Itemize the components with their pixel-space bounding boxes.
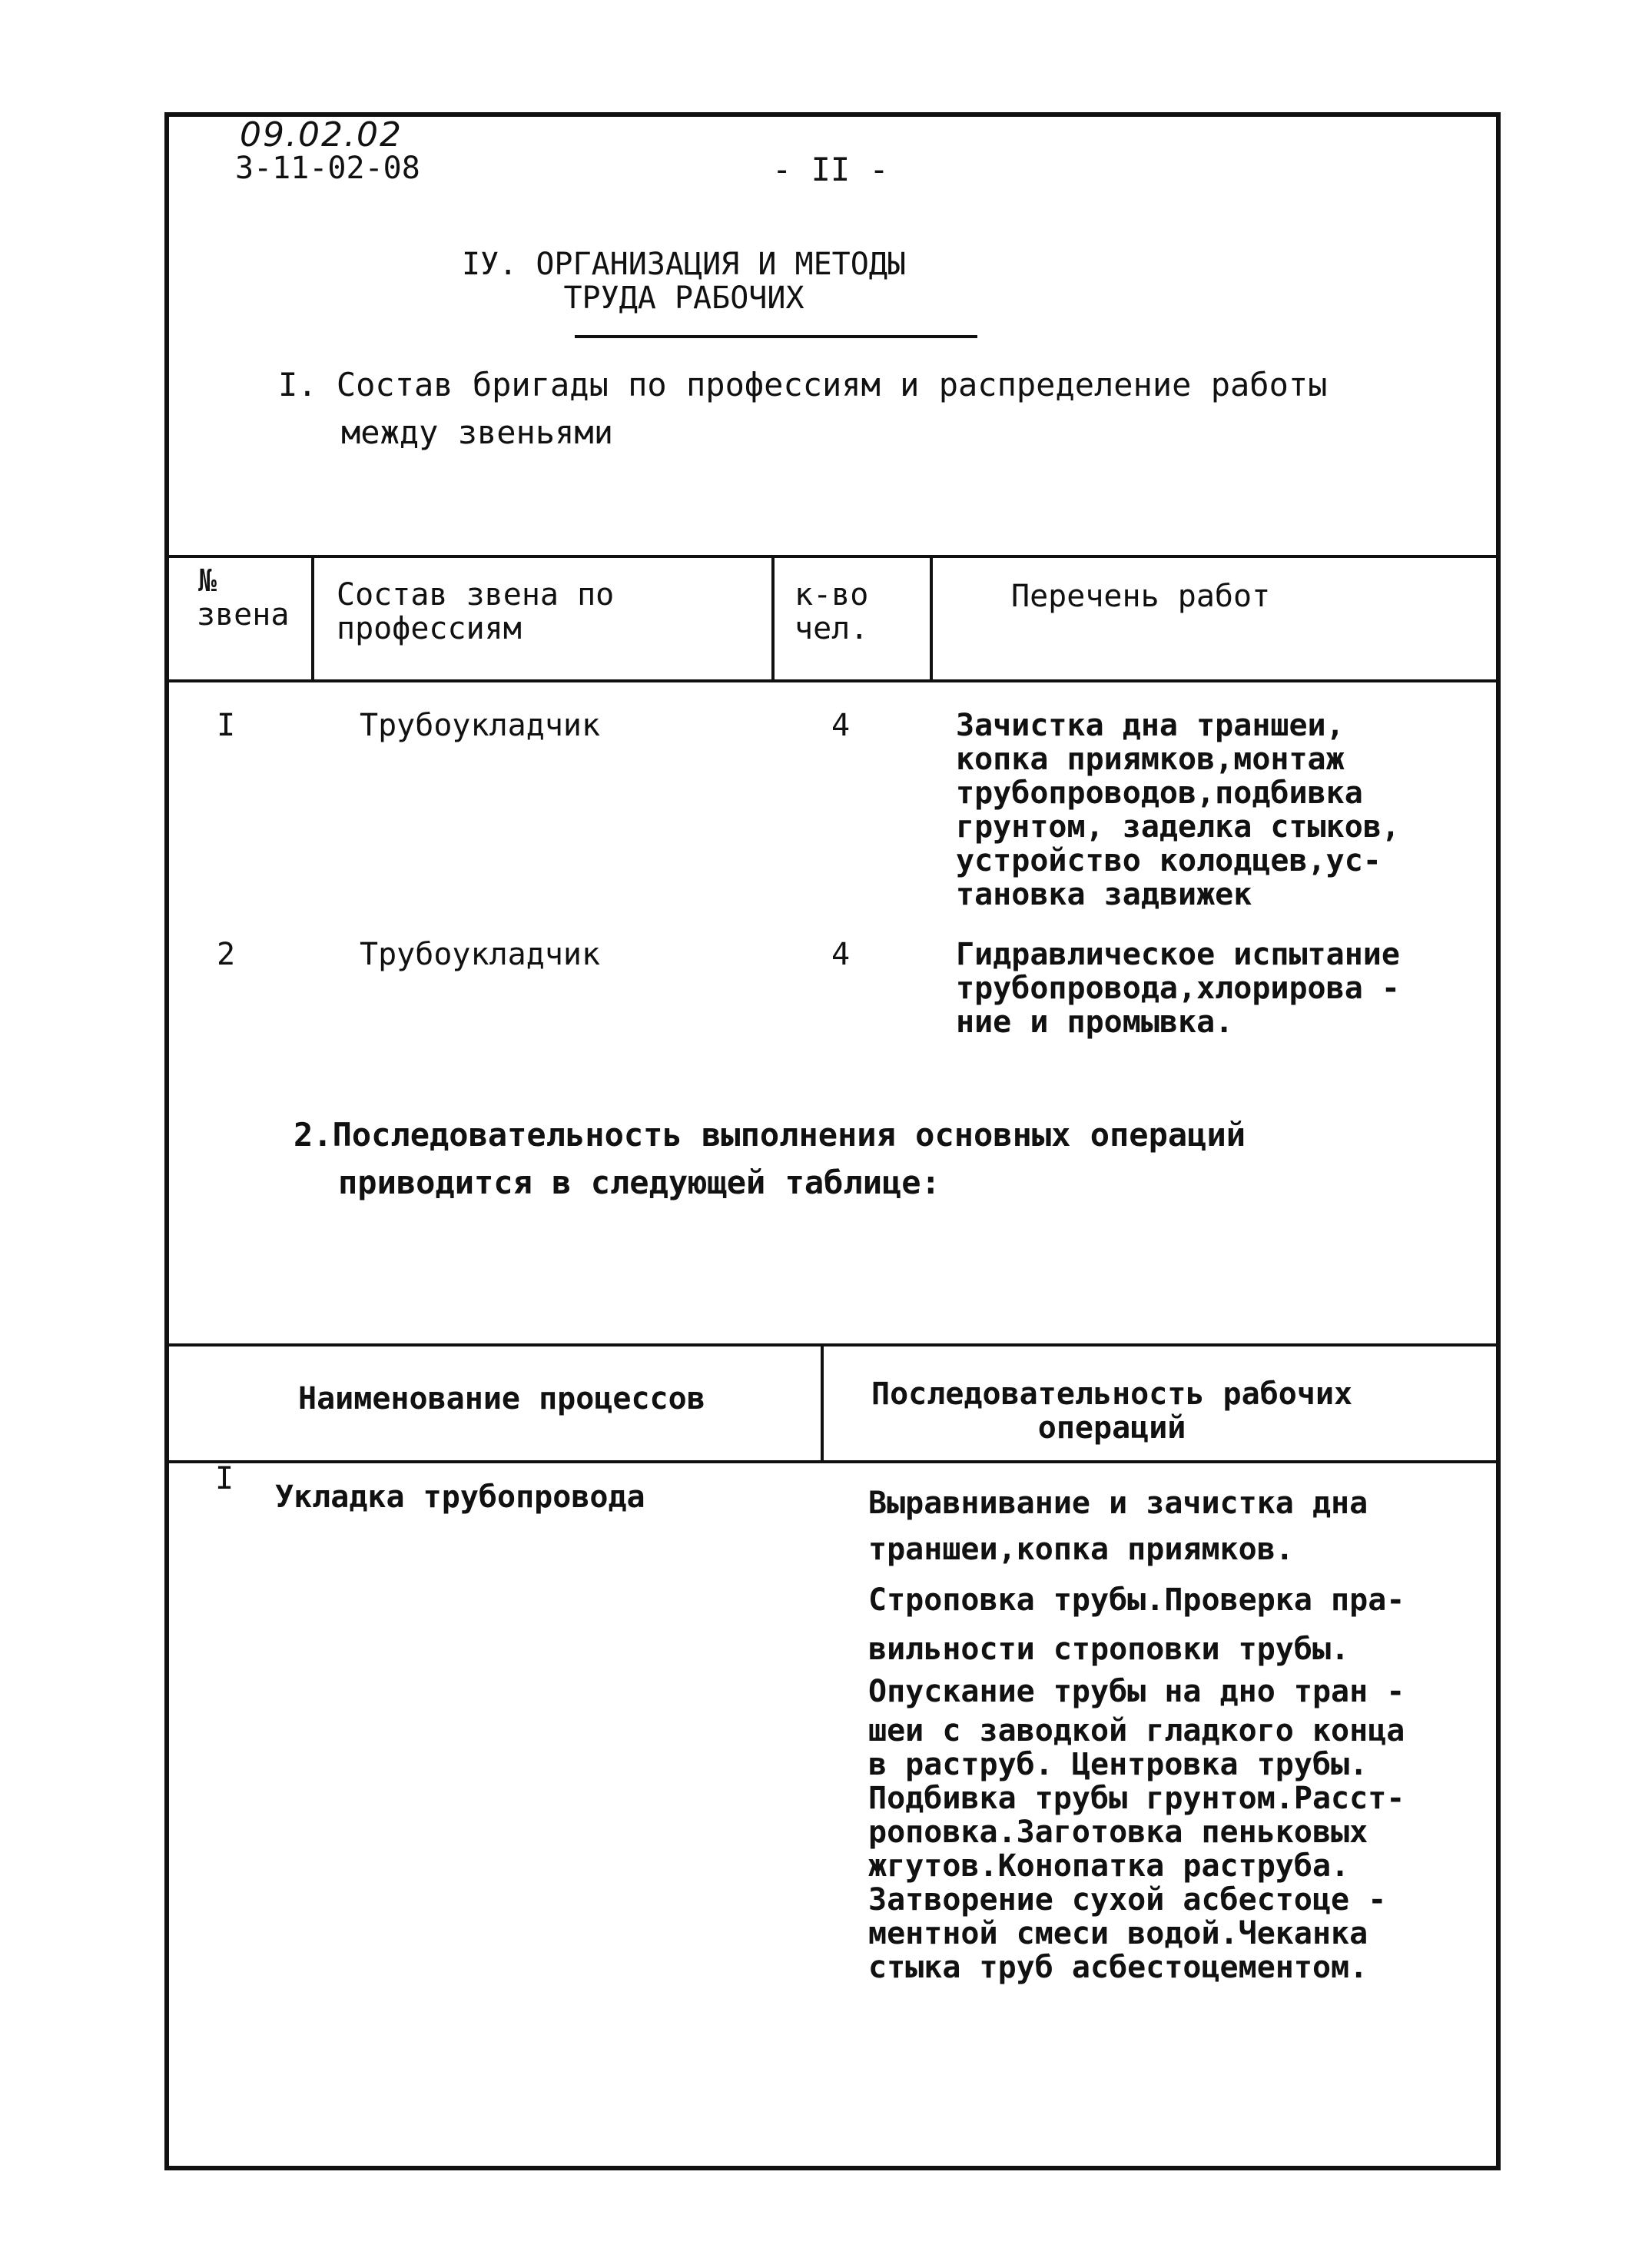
sequence-line: жгутов.Конопатка раструба. [868, 1848, 1350, 1884]
table1-row1-count: 4 [831, 708, 851, 743]
sequence-line: Выравнивание и зачистка дна [868, 1486, 1368, 1521]
document-number: 3-11-02-08 [235, 151, 420, 186]
table1-divider-3 [930, 555, 933, 681]
sequence-line: роповка.Заготовка пеньковых [868, 1815, 1368, 1850]
sequence-line: Затворение сухой асбестоце - [868, 1882, 1387, 1918]
sequence-line: ментной смеси водой.Чеканка [868, 1916, 1368, 1951]
table2-row1-sequence-a [868, 1480, 1368, 1572]
header-num-symbol: № [198, 563, 217, 599]
table1-row2-num: 2 [217, 937, 236, 972]
handwritten-code: 09.02.02 [240, 115, 403, 154]
header-count-line-1: к-во [794, 577, 869, 613]
table1-header-composition [337, 578, 614, 646]
sequence-line: Опускание трубы на дно тран - [868, 1674, 1405, 1709]
works-line: ние и промывка. [956, 1004, 1234, 1040]
works-line: трубопроводов,подбивка [956, 775, 1363, 811]
table2-header-sequence [871, 1377, 1352, 1445]
header-composition-line-2: профессиям [337, 611, 522, 646]
table1-row1-works [956, 709, 1400, 912]
works-line: копка приямков,монтаж [956, 742, 1345, 777]
sequence-line: вильности строповки трубы. [868, 1632, 1350, 1667]
table1-header-rule [169, 679, 1498, 682]
table2-row1-process: Укладка трубопровода [275, 1479, 645, 1515]
subsection-1-line-2: между звеньями [341, 413, 614, 451]
table2-row1-sequence-b [868, 1576, 1405, 1674]
table1-header-num [198, 564, 289, 632]
header-count-line-2: чел. [794, 611, 869, 646]
subsection-2-line-2: приводится в следующей таблице: [338, 1164, 940, 1201]
works-line: устройство колодцев,ус- [956, 843, 1382, 878]
table1-top-rule [169, 555, 1498, 558]
table1-divider-1 [311, 555, 314, 681]
sequence-line: стыка труб асбестоцементом. [868, 1950, 1368, 1985]
table1-divider-2 [771, 555, 775, 681]
table1-row2-works [956, 938, 1400, 1039]
table1-header-works: Перечень работ [1011, 579, 1271, 614]
works-line: трубопровода,хлорирова - [956, 971, 1400, 1006]
table2-divider [821, 1343, 824, 1462]
subsection-1-heading [278, 361, 1327, 457]
table1-row1-num: I [217, 708, 236, 743]
title-underline [575, 335, 977, 338]
table2-header-rule [169, 1460, 1498, 1463]
table2-header-process: Наименование процессов [298, 1381, 705, 1416]
header-num-label: звена [197, 597, 290, 633]
sequence-line: Подбивка трубы грунтом.Расст- [868, 1781, 1405, 1816]
page-number: - II - [772, 151, 889, 188]
table1-row2-count: 4 [831, 937, 851, 972]
works-line: тановка задвижек [956, 877, 1252, 912]
subsection-2-heading [294, 1111, 1246, 1207]
table1-row2-composition: Трубоукладчик [360, 937, 601, 972]
header-sequence-line-1: Последовательность рабочих [871, 1376, 1353, 1412]
works-line: Гидравлическое испытание [956, 937, 1400, 972]
works-line: грунтом, заделка стыков, [956, 809, 1400, 845]
table2-row1-num: I [215, 1461, 234, 1496]
works-line: Зачистка дна траншеи, [956, 708, 1345, 743]
subsection-2-line-1: 2.Последовательность выполнения основных операций [294, 1116, 1246, 1154]
subsection-1-line-1: I. Состав бригады по профессиям и распределение работы [278, 366, 1328, 403]
table2-row1-sequence-c [868, 1669, 1405, 1984]
section-title [415, 247, 953, 315]
table2-top-rule [169, 1343, 1498, 1346]
sequence-line: в раструб. Центровка трубы. [868, 1747, 1368, 1782]
sequence-line: шеи с заводкой гладкого конца [868, 1713, 1405, 1748]
sequence-line: траншеи,копка приямков. [868, 1532, 1294, 1567]
header-composition-line-1: Состав звена по [337, 577, 615, 613]
table1-row1-composition: Трубоукладчик [360, 708, 601, 743]
section-title-line-2: ТРУДА РАБОЧИХ [563, 281, 804, 316]
header-sequence-line-2: операций [1037, 1410, 1186, 1446]
table1-header-count [794, 578, 868, 646]
sequence-line: Строповка трубы.Проверка пра- [868, 1582, 1405, 1618]
section-title-line-1: IУ. ОРГАНИЗАЦИЯ И МЕТОДЫ [462, 247, 906, 282]
